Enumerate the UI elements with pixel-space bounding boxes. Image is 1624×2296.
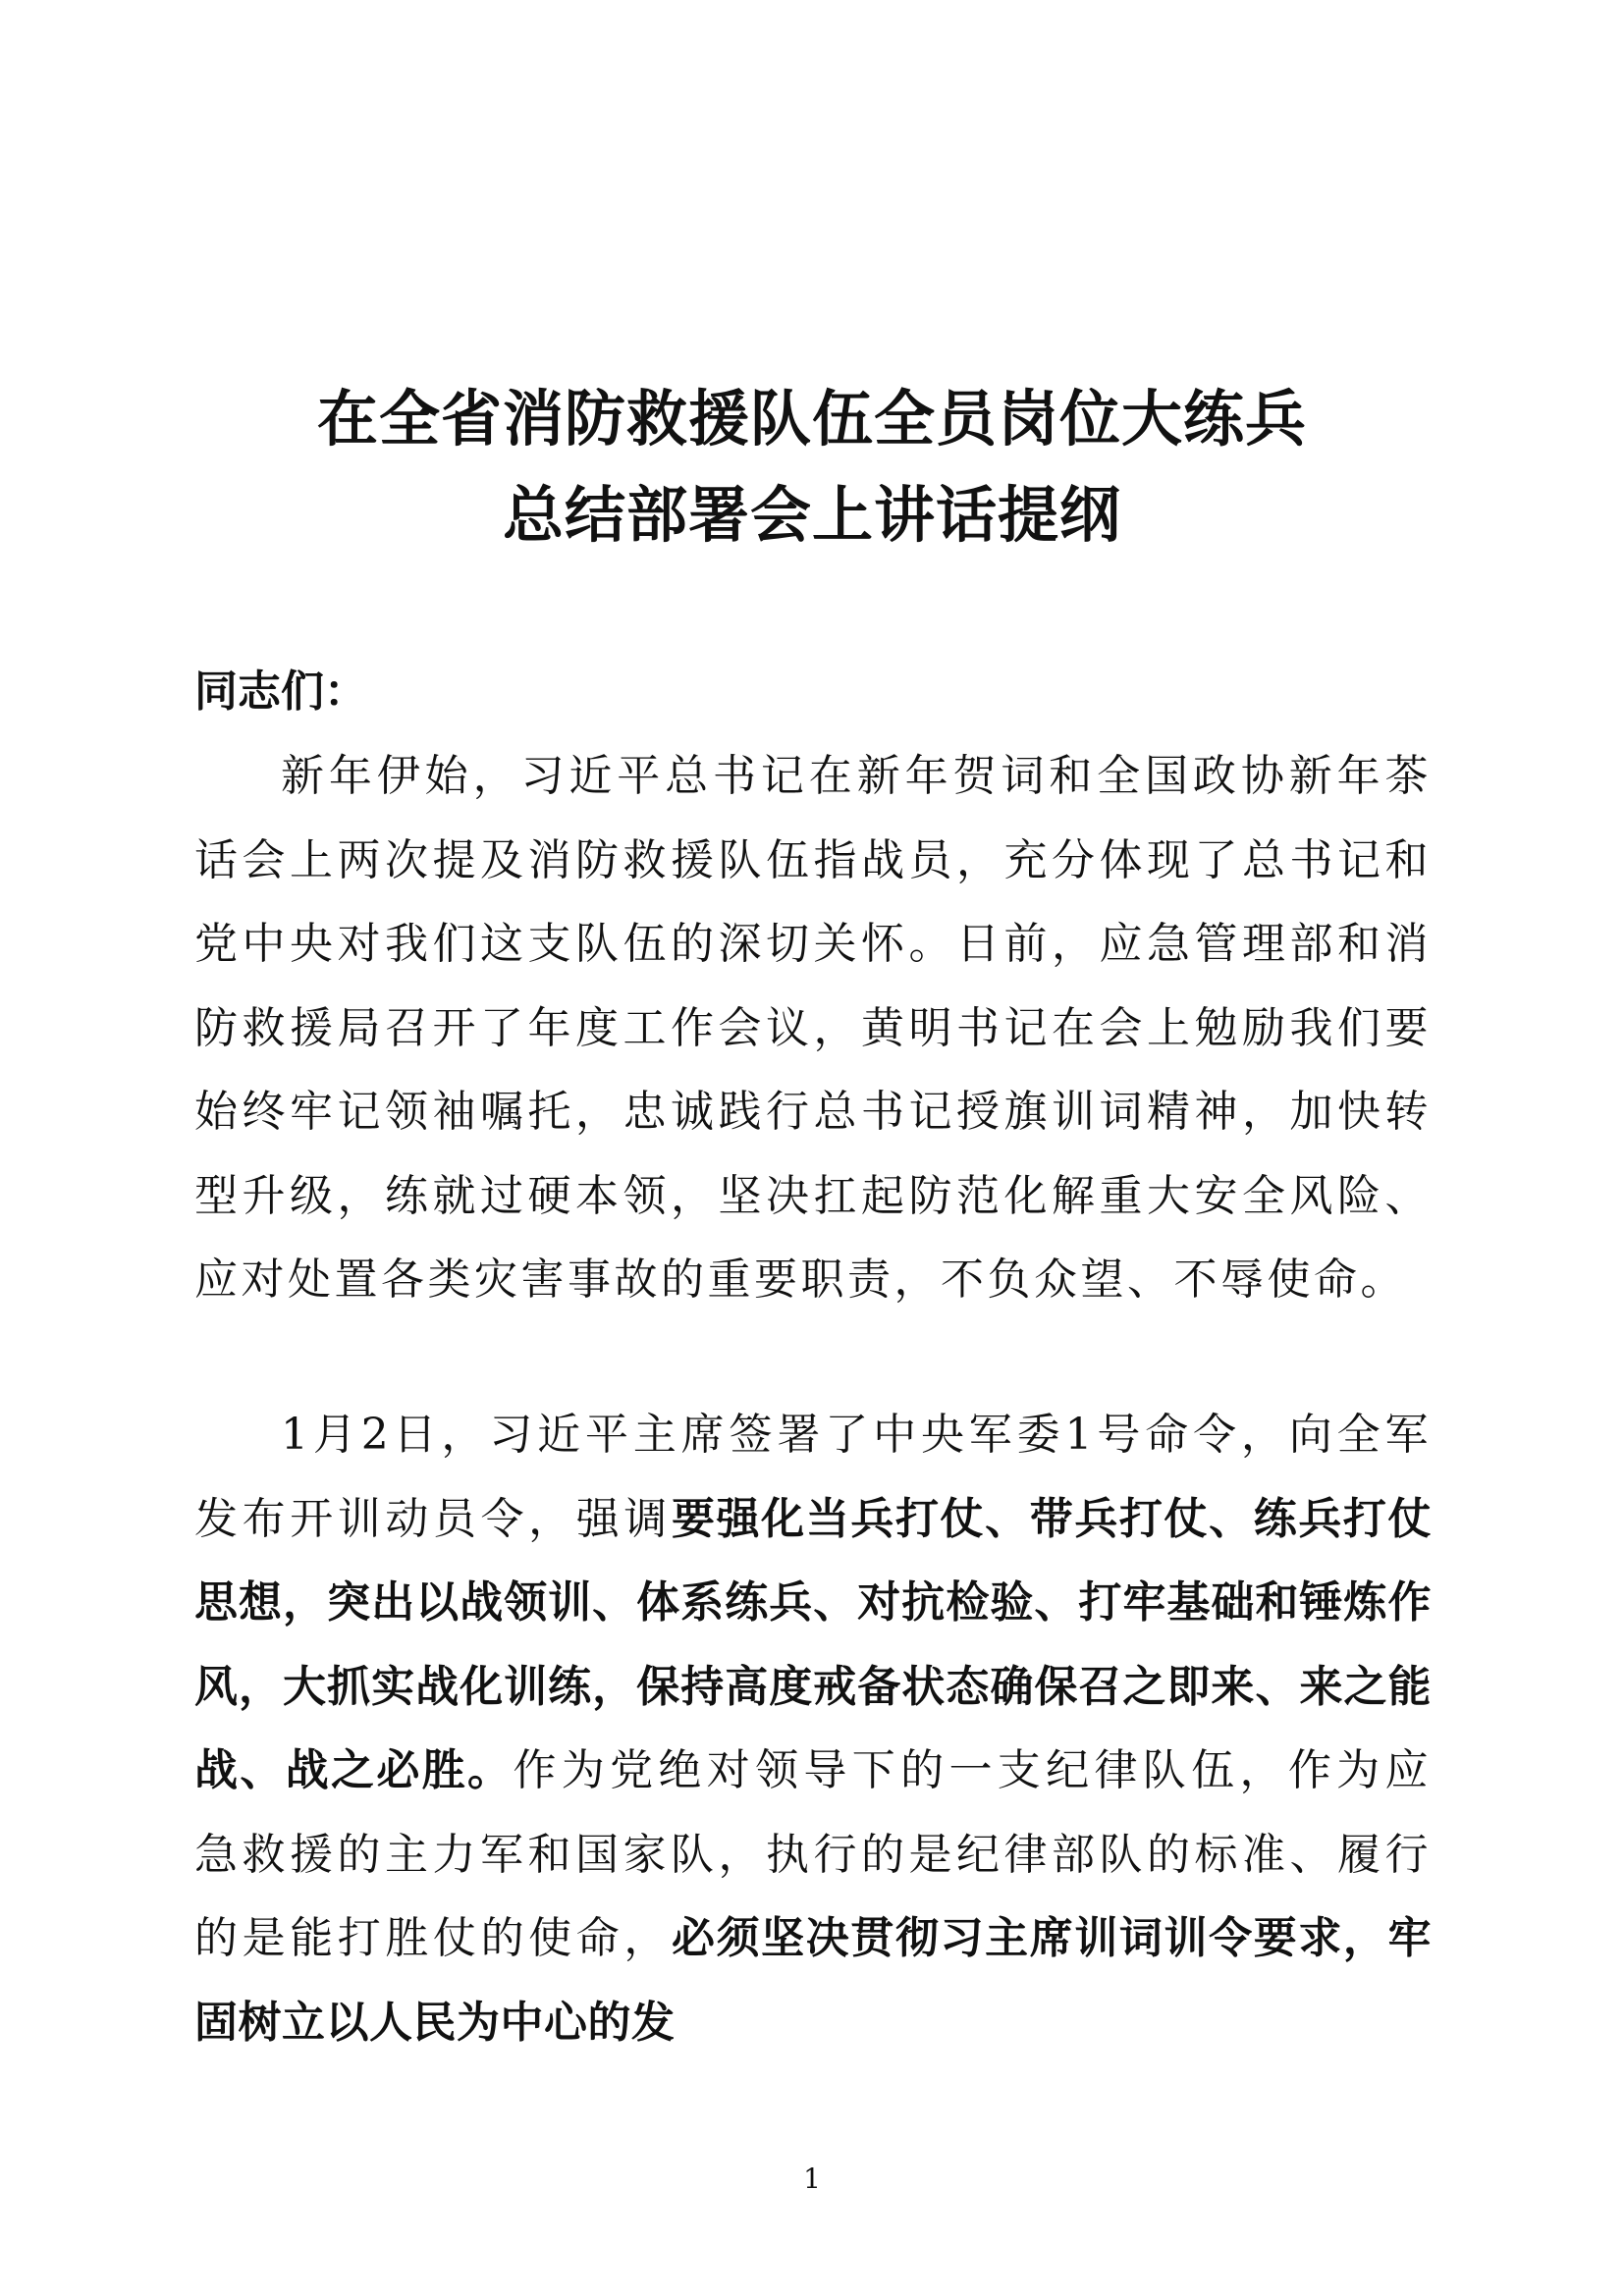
paragraph-2-bold-2: 必须坚决贯彻习主席训词训令要求，牢固树立以人民为中心的发 [194,1913,1433,2048]
document-title-line-2: 总结部署会上讲话提纲 [502,479,1121,551]
document-title-line-1: 在全省消防救援队伍全员岗位大练兵 [316,383,1307,454]
salutation: 同志们： [194,667,367,717]
paragraph-2-text-2: 作为党绝对领导下的一支纪律队伍，作为应急救援的主力军和国家队，执行的是纪律部队的标准、履行的是能打胜仗的使命， [194,1745,1433,1963]
paragraph-2-bold-1: 要强化当兵打仗、带兵打仗、练兵打仗思想，突出以战领训、体系练兵、对抗检验、打牢基础和锤炼作风，大抓实战化训练，保持高度戒备状态确保召之即来、来之能战、战之必胜。 [194,1493,1433,1795]
paragraph-1: 新年伊始，习近平总书记在新年贺词和全国政协新年茶话会上两次提及消防救援队伍指战员，充分体现了总书记和党中央对我们这支队伍的深切关怀。日前，应急管理部和消防救援局召开了年度工作会议，黄明书记在会上勉励我们要始终牢记领袖嘱托，忠诚践行总书记授旗训词精神，加快转型升级，练就过硬本领，坚决扛起防范化解重大安全风险、应对处置各类灾害事故的重要职责，不负众望、不辱使命。 [194,751,1432,1305]
paragraph-2 [194,1393,1432,2064]
page-number: 1 [803,2163,821,2195]
paragraph-2-text-1: 1月2日，习近平主席签署了中央军委1号命令，向全军发布开训动员令，强调 [194,1410,1432,1544]
